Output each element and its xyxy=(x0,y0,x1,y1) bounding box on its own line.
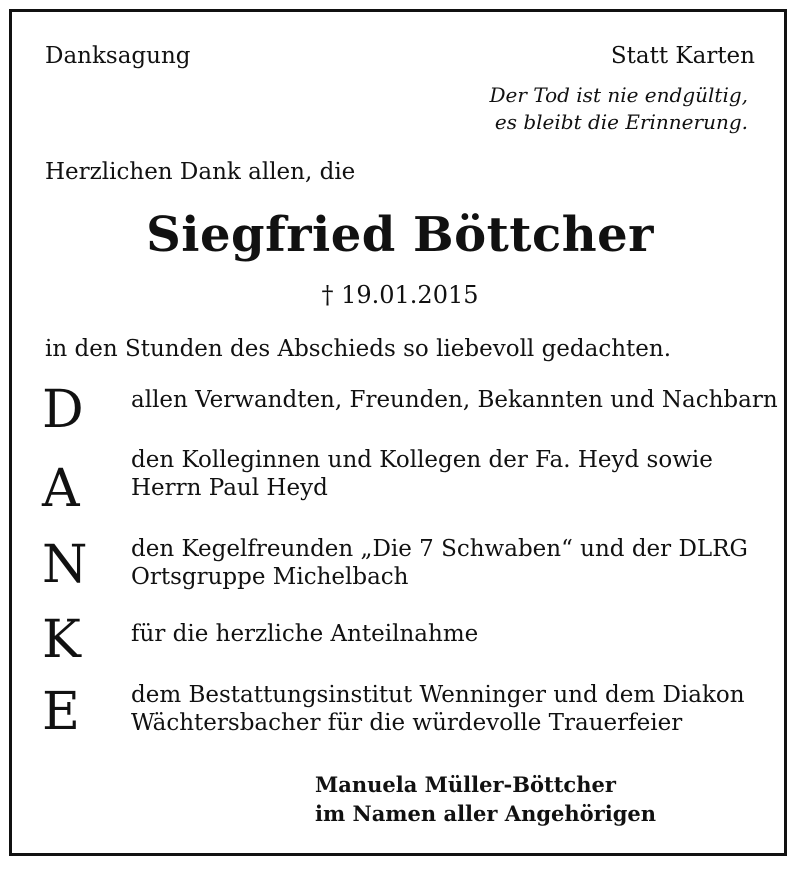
motto-line-1: Der Tod ist nie endgültig, xyxy=(489,83,748,107)
danke-entry-4-line-1: für die herzliche Anteilnahme xyxy=(131,621,479,647)
danke-entry-2-line-2: Herrn Paul Heyd xyxy=(131,475,328,501)
header-right: Statt Karten xyxy=(610,43,755,69)
danke-entry-5 xyxy=(131,681,745,737)
deceased-name: Siegfried Böttcher xyxy=(146,207,654,263)
death-date: † 19.01.2015 xyxy=(321,281,479,309)
danke-letter-d: D xyxy=(42,380,84,440)
danke-letter-a: A xyxy=(42,459,80,519)
danke-letter-k: K xyxy=(42,610,81,670)
motto-line-2: es bleibt die Erinnerung. xyxy=(494,110,748,134)
danke-entry-3 xyxy=(131,535,748,591)
danke-entry-1-line-1: allen Verwandten, Freunden, Bekannten und Nachbarn xyxy=(131,387,778,413)
danke-entry-1 xyxy=(131,386,778,414)
danke-entry-5-line-1: dem Bestattungsinstitut Wenninger und dem Diakon xyxy=(131,682,745,708)
intro-text: Herzlichen Dank allen, die xyxy=(45,159,356,185)
danke-letter-e: E xyxy=(42,682,80,742)
motto xyxy=(490,82,749,136)
signature xyxy=(315,770,656,828)
danke-letter-n: N xyxy=(42,535,88,595)
danke-entry-2-line-1: den Kolleginnen und Kollegen der Fa. Heyd sowie xyxy=(131,447,713,473)
header-left: Danksagung xyxy=(45,43,191,69)
signature-name: Manuela Müller-Böttcher xyxy=(315,772,616,797)
outro-text: in den Stunden des Abschieds so liebevoll gedachten. xyxy=(45,336,672,362)
signature-note: im Namen aller Angehörigen xyxy=(315,801,657,826)
danke-entry-4 xyxy=(131,620,478,648)
danke-entry-3-line-1: den Kegelfreunden „Die 7 Schwaben“ und der DLRG xyxy=(131,536,748,562)
danke-entry-2 xyxy=(131,446,713,502)
danke-entry-5-line-2: Wächtersbacher für die würdevolle Trauerfeier xyxy=(131,710,683,736)
danke-entry-3-line-2: Ortsgruppe Michelbach xyxy=(131,564,409,590)
